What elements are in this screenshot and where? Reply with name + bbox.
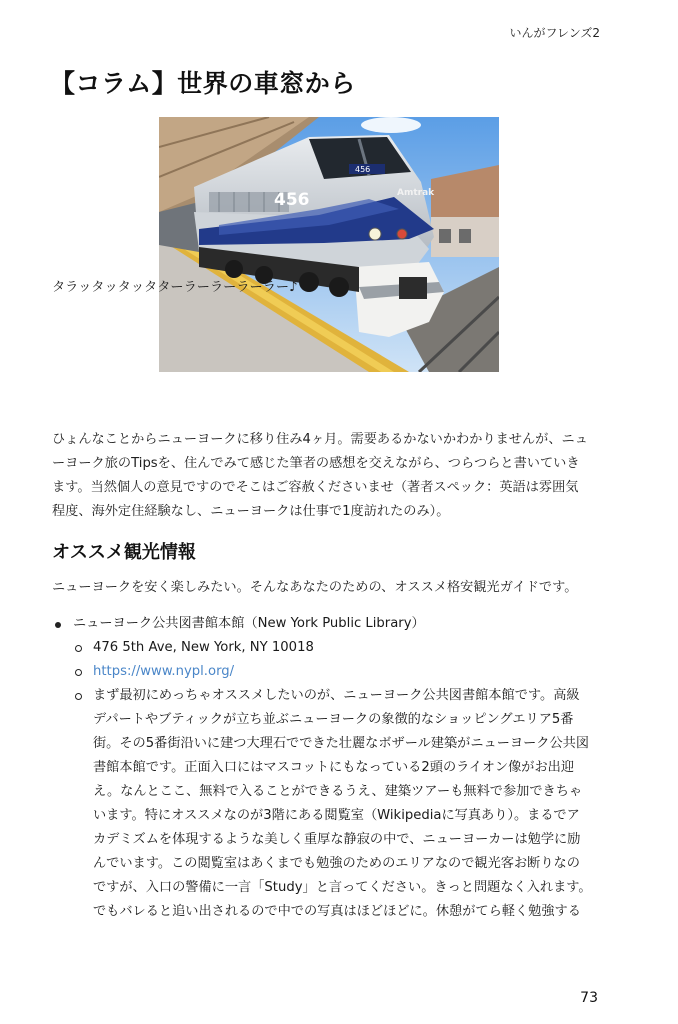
description-line: 街。その5番街沿いに建つ大理石でできた壮麗なボザール建築がニューヨーク公共図 [93, 736, 590, 751]
description-line: ですが、入口の警備に一言「Study」と言ってください。きっと問題なく入れます。 [93, 880, 592, 895]
description-line: います。特にオススメなのが3階にある閲覧室（Wikipediaに写真あり）。まるでア [93, 808, 580, 823]
bullet-disc-icon [55, 622, 61, 628]
intro-song: タラッタッタッタターラーラーラーラー♪ [52, 280, 298, 295]
description-line: でもバレると追い出されるので中での写真はほどほどに。休憩がてら軽く勉強する [93, 904, 581, 919]
description-item [93, 684, 612, 924]
bullet-circle-icon [75, 645, 82, 652]
intro-line: ーヨーク旅のTipsを、住んでみて感じた筆者の感想を交えながら、つらつらと書いていき [52, 456, 580, 471]
bullet-circle-icon [75, 669, 82, 676]
sightseeing-list [52, 612, 612, 924]
description-line: デパートやブティックが立ち並ぶニューヨークの象徴的なショッピングエリア5番 [93, 712, 574, 727]
bullet-circle-icon [75, 693, 82, 700]
brand-text: Amtrak [397, 188, 435, 198]
section-heading: オススメ観光情報 [52, 542, 196, 563]
page-title: 【コラム】世界の車窓から [50, 69, 356, 98]
running-header: いんがフレンズ2 [509, 26, 600, 40]
page-number: 73 [580, 990, 598, 1006]
intro-line: ひょんなことからニューヨークに移り住み4ヶ月。需要あるかないかわかりませんが、ニュ [52, 432, 588, 447]
library-link[interactable]: https://www.nypl.org/ [93, 664, 235, 679]
intro-paragraph [52, 428, 612, 524]
list-item-title: ニューヨーク公共図書館本館（New York Public Library） [73, 616, 425, 631]
description-line: カデミズムを体現するような美しく重厚な静寂の中で、ニューヨーカーは勉学に励 [93, 832, 581, 847]
section-lead: ニューヨークを安く楽しみたい。そんなあなたのための、オススメ格安観光ガイドです。 [52, 580, 578, 595]
url-item [93, 660, 612, 684]
train-photo [159, 117, 499, 372]
description-line: え。なんとここ、無料で入ることができるうえ、建築ツアーも無料で参加できちゃ [93, 784, 583, 799]
nose-number-text: 456 [355, 165, 371, 174]
list-item [52, 612, 612, 924]
description-line: まず最初にめっちゃオススメしたいのが、ニューヨーク公共図書館本館です。高級 [93, 688, 580, 703]
intro-line: ます。当然個人の意見ですのでそこはご容赦くださいませ（著者スペック：英語は雰囲気 [52, 480, 579, 495]
address-text: 476 5th Ave, New York, NY 10018 [93, 640, 314, 655]
address-item [93, 636, 612, 660]
description-line: んでいます。この閲覧室はあくまでも勉強のためのエリアなので観光客お断りなの [93, 856, 580, 871]
locomotive-number-text: 456 [274, 190, 310, 210]
description-line: 書館本館です。正面入口にはマスコットにもなっている2頭のライオン像がお出迎 [93, 760, 575, 775]
intro-line: 程度、海外定住経験なし、ニューヨークは仕事で1度訪れたのみ）。 [52, 504, 450, 519]
list-item-details [73, 636, 612, 924]
